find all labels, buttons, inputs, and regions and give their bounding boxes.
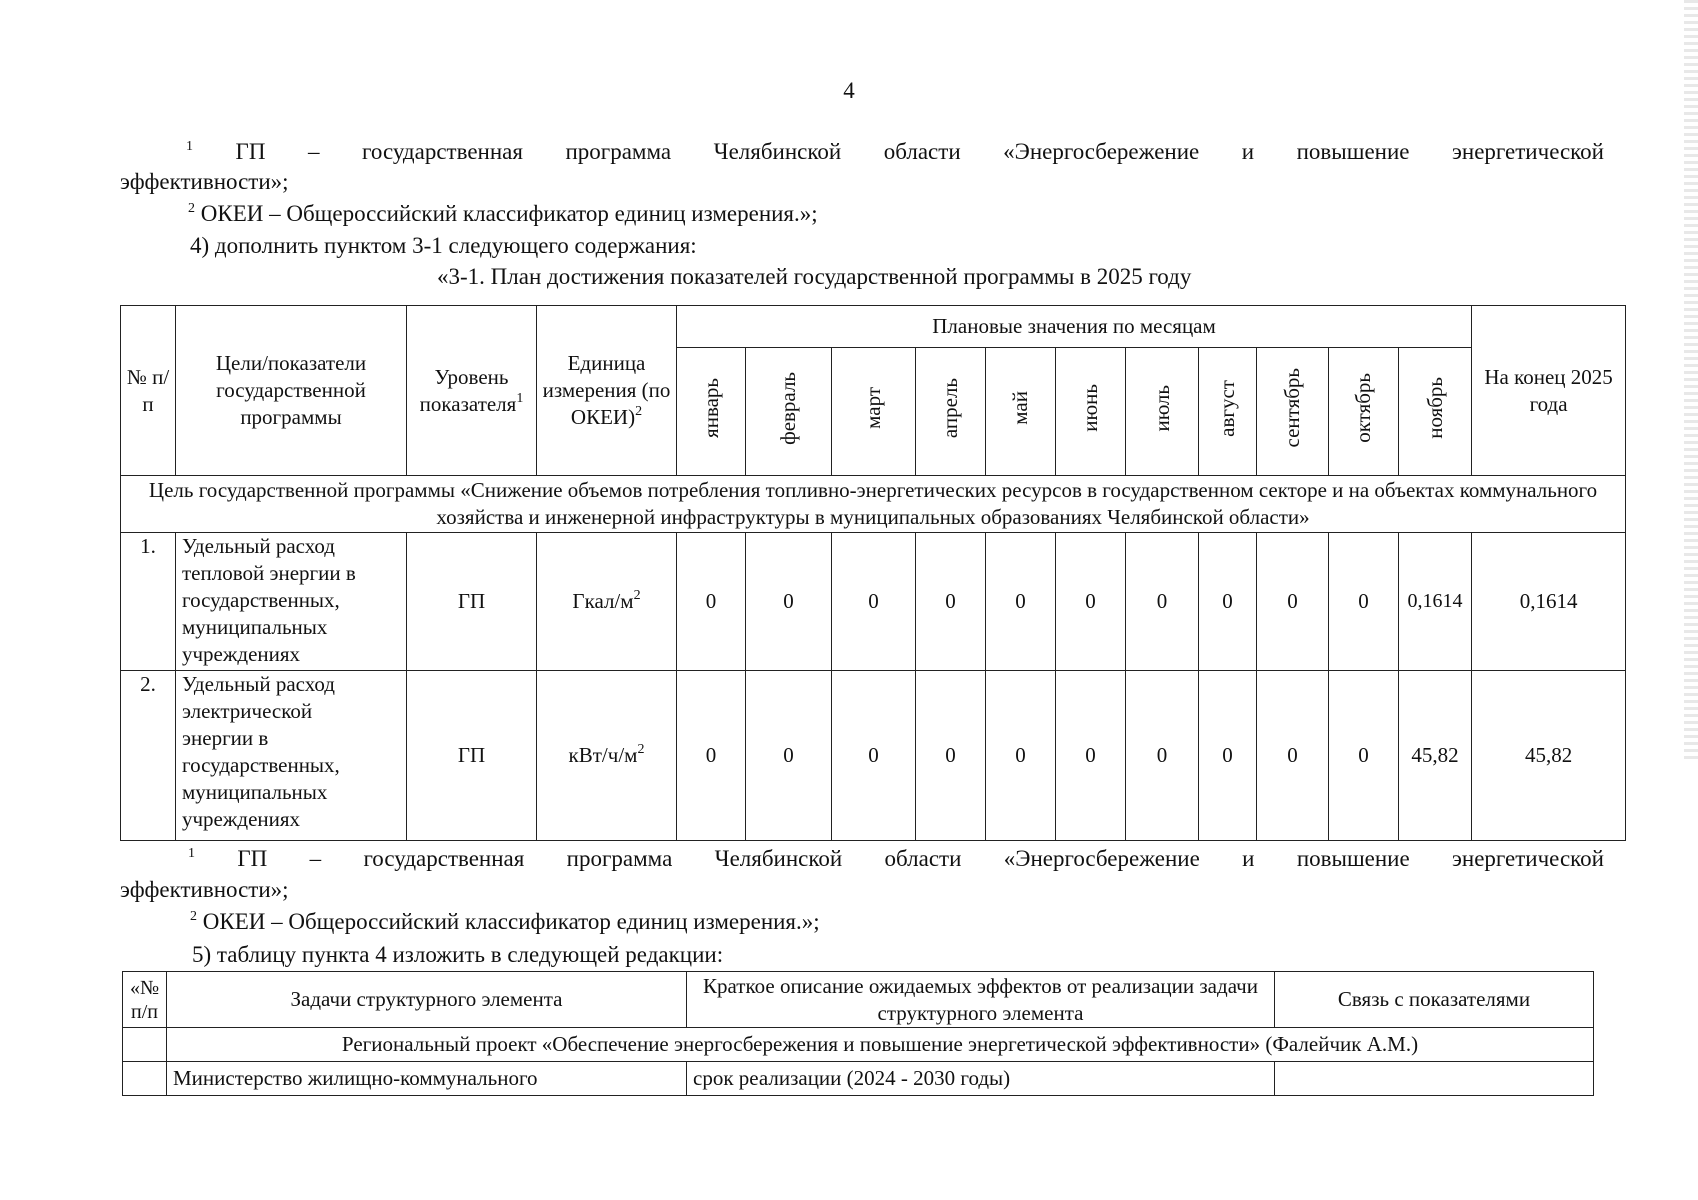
month-header: [1199, 348, 1257, 476]
month-value: 0: [1199, 671, 1257, 841]
t2-project-num: [123, 1028, 167, 1062]
row-name: [176, 533, 407, 671]
month-value: 0: [916, 671, 986, 841]
month-label: сентябрь: [1280, 368, 1304, 448]
t2-header-desc: Краткое описание ожидаемых эффектов от реализации задачи структурного элемента: [687, 972, 1275, 1028]
header-level-text: Уровень показателя: [419, 364, 517, 416]
month-header: [1126, 348, 1199, 476]
scan-edge-artifact: [1684, 0, 1698, 760]
month-value: 0: [916, 533, 986, 671]
row-name-line: энергии в: [182, 726, 269, 750]
month-value: 0: [986, 533, 1056, 671]
month-header: [1056, 348, 1126, 476]
header-goals: Цели/показатели государственной программы: [176, 306, 407, 476]
row-name-line: Удельный расход: [182, 672, 335, 696]
month-value: 0: [1126, 533, 1199, 671]
row-end-value: 0,1614: [1472, 533, 1626, 671]
footnote-1-line-2: эффективности»;: [120, 169, 289, 194]
row-unit: [537, 671, 677, 841]
row-end-value: 45,82: [1472, 671, 1626, 841]
month-header: [1257, 348, 1329, 476]
month-header: [746, 348, 832, 476]
plan-table: [120, 305, 1613, 840]
row-level: ГП: [407, 533, 537, 671]
month-label: август: [1215, 379, 1239, 437]
row-name-line: государственных,: [182, 753, 340, 777]
footnote-b-1-line-1: [120, 844, 1604, 873]
header-num: № п/п: [121, 306, 176, 476]
month-label: апрель: [938, 377, 962, 439]
month-label: февраль: [776, 371, 800, 445]
month-label: март: [861, 387, 885, 429]
footnote-b-1-sup: 1: [188, 846, 195, 861]
month-value: 0: [1126, 671, 1199, 841]
row-name-line: муниципальных: [182, 780, 328, 804]
table-row: [121, 671, 1626, 841]
table-1-title: «3-1. План достижения показателей государственной программы в 2025 году: [437, 264, 1192, 289]
t2-row-task: Министерство жилищно-коммунального: [167, 1062, 687, 1096]
month-value: 45,82: [1399, 671, 1472, 841]
month-value: 0: [1056, 533, 1126, 671]
month-value: 0: [1329, 671, 1399, 841]
footnote-b-2: [190, 907, 820, 936]
t2-project-row: Региональный проект «Обеспечение энергосбережения и повышение энергетической эффективности» (Фалейчик А.М.): [167, 1028, 1594, 1062]
row-unit-sup: 2: [633, 588, 641, 603]
t2-row-link: [1275, 1062, 1594, 1096]
row-name-line: муниципальных: [182, 615, 328, 639]
row-name-line: электрической: [182, 699, 313, 723]
item-5-text: 5) таблицу пункта 4 изложить в следующей редакции:: [192, 942, 724, 967]
footnote-2-sup: 2: [188, 201, 195, 216]
t2-header-tasks: Задачи структурного элемента: [167, 972, 687, 1028]
row-unit: [537, 533, 677, 671]
month-value: 0: [677, 671, 746, 841]
goal-row: Цель государственной программы «Снижение объемов потребления топливно-энергетических ресурсов в государственном секторе и на объектах коммунального хозяйства и инженерной инфраструктуры в муниципальных образованиях Челябинской области»: [121, 476, 1626, 533]
header-unit: [537, 306, 677, 476]
table-row: [123, 1062, 1594, 1096]
month-label: июнь: [1078, 384, 1102, 432]
footnote-1-line-1: [120, 137, 1604, 166]
t2-header-num: «№ п/п: [123, 972, 167, 1028]
footnote-b-1-line-2: эффективности»;: [120, 877, 289, 902]
header-level: [407, 306, 537, 476]
header-unit-sup: 2: [635, 404, 643, 419]
footnote-b-2-sup: 2: [190, 909, 197, 924]
month-value: 0: [746, 533, 832, 671]
month-header: [986, 348, 1056, 476]
month-label: май: [1008, 391, 1032, 425]
row-num: 1.: [121, 533, 176, 671]
month-value: 0: [986, 671, 1056, 841]
month-label: январь: [698, 378, 723, 438]
footnote-b-2-text: ОКЕИ – Общероссийский классификатор единиц измерения.»;: [202, 909, 820, 934]
row-unit-sup: 2: [637, 742, 645, 757]
item-4-text: 4) дополнить пунктом 3-1 следующего содержания:: [190, 233, 697, 258]
month-header: [832, 348, 916, 476]
header-planned: Плановые значения по месяцам: [677, 306, 1472, 348]
month-label: июль: [1149, 384, 1174, 432]
header-unit-text: Единица измерения (по ОКЕИ): [542, 351, 671, 429]
month-value: 0: [677, 533, 746, 671]
month-value: 0: [1199, 533, 1257, 671]
month-label: октябрь: [1351, 373, 1375, 443]
footnote-1-sup: 1: [186, 139, 193, 154]
page-number: 4: [843, 78, 855, 103]
month-value: 0: [832, 533, 916, 671]
row-name-line: учреждениях: [182, 642, 301, 666]
month-value: 0: [832, 671, 916, 841]
month-value: 0: [746, 671, 832, 841]
header-end: На конец 2025 года: [1472, 306, 1626, 476]
month-header: [916, 348, 986, 476]
tasks-table: [122, 971, 1593, 1095]
footnote-2-text: ОКЕИ – Общероссийский классификатор единиц измерения.»;: [200, 201, 818, 226]
row-num: 2.: [121, 671, 176, 841]
t2-row-num: [123, 1062, 167, 1096]
month-value: 0: [1257, 671, 1329, 841]
row-unit-text: Гкал/м: [572, 589, 634, 613]
row-name-line: Удельный расход: [182, 534, 335, 558]
row-level: ГП: [407, 671, 537, 841]
row-unit-text: кВт/ч/м: [568, 743, 638, 767]
month-header: [677, 348, 746, 476]
t2-header-link: Связь с показателями: [1275, 972, 1594, 1028]
header-level-sup: 1: [516, 390, 524, 406]
row-name-line: государственных,: [182, 588, 340, 612]
month-value: 0: [1329, 533, 1399, 671]
row-name-line: тепловой энергии в: [182, 561, 356, 585]
footnote-1-text: ГП – государственная программа Челябинской области «Энергосбережение и повышение энергетической: [235, 139, 1604, 164]
month-value: 0: [1056, 671, 1126, 841]
month-header: [1329, 348, 1399, 476]
month-value: 0,1614: [1399, 533, 1472, 671]
row-name: [176, 671, 407, 841]
table-row: [121, 533, 1626, 671]
row-name-line: учреждениях: [182, 807, 301, 831]
month-header: [1399, 348, 1472, 476]
footnote-2: [188, 199, 818, 228]
month-label: ноябрь: [1422, 377, 1447, 439]
footnote-b-1-text: ГП – государственная программа Челябинской области «Энергосбережение и повышение энергетической: [237, 846, 1604, 871]
month-value: 0: [1257, 533, 1329, 671]
t2-row-desc: срок реализации (2024 - 2030 годы): [687, 1062, 1275, 1096]
